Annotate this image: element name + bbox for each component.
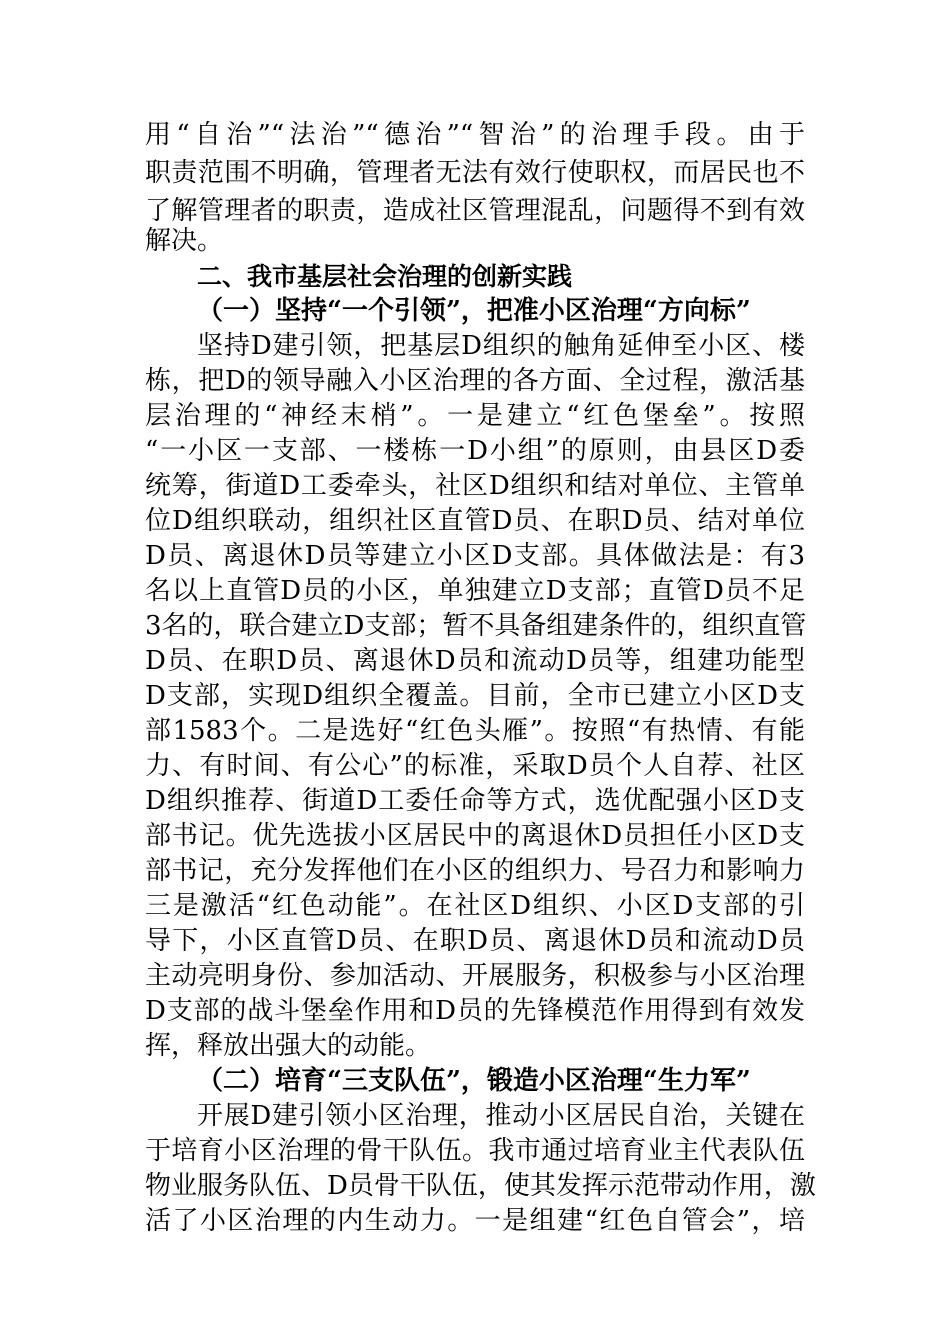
sub1-line-21: 挥，释放出强大的动能。	[145, 1031, 432, 1061]
sub2-line-2: 于培育小区治理的骨干队伍。我市通过培育业主代表队伍	[145, 1136, 805, 1166]
intro-line-4: 解决。	[145, 226, 224, 256]
sub1-line-17: 三是激活“红色动能”。在社区D组织、小区D支部的引	[145, 891, 805, 921]
intro-line-3: 了解管理者的职责，造成社区管理混乱，问题得不到有效	[145, 196, 805, 226]
sub2-line-4: 活了小区治理的内生动力。一是组建“红色自管会”，培	[145, 1206, 805, 1236]
sub1-line-3: 层治理的“神经末梢”。一是建立“红色堡垒”。按照	[145, 401, 805, 431]
section-title: 二、我市基层社会治理的创新实践	[197, 262, 573, 291]
sub1-line-8: 名以上直管D员的小区，单独建立D支部；直管D员不足	[145, 576, 805, 606]
sub1-line-2: 栋，把D的领导融入小区治理的各方面、全过程，激活基	[145, 366, 805, 396]
sub1-line-16: 部书记，充分发挥他们在小区的组织力、号召力和影响力	[145, 856, 805, 886]
intro-line-1: 用“自治”“法治”“德治”“智治”的治理手段。由于	[145, 120, 805, 150]
sub1-line-13: 力、有时间、有公心”的标准，采取D员个人自荐、社区	[145, 751, 805, 781]
sub1-line-20: D支部的战斗堡垒作用和D员的先锋模范作用得到有效发	[145, 996, 805, 1026]
sub1-line-6: 位D组织联动，组织社区直管D员、在职D员、结对单位	[145, 506, 805, 536]
subsection-2-title: （二）培育“三支队伍”，锻造小区治理“生力军”	[197, 1066, 751, 1096]
sub2-line-1: 开展D建引领小区治理，推动小区居民自治，关键在	[197, 1101, 805, 1131]
sub2-line-3: 物业服务队伍、D员骨干队伍，使其发挥示范带动作用，激	[145, 1171, 816, 1201]
sub1-line-18: 导下，小区直管D员、在职D员、离退休D员和流动D员	[145, 926, 805, 956]
sub1-line-15: 部书记。优先选拔小区居民中的离退休D员担任小区D支	[145, 821, 805, 851]
intro-line-2: 职责范围不明确，管理者无法有效行使职权，而居民也不	[145, 158, 805, 188]
sub1-line-7: D员、离退休D员等建立小区D支部。具体做法是：有3	[145, 541, 805, 571]
subsection-1-title: （一）坚持“一个引领”，把准小区治理“方向标”	[197, 296, 751, 326]
sub1-line-1: 坚持D建引领，把基层D组织的触角延伸至小区、楼	[197, 331, 805, 361]
sub1-line-9: 3名的，联合建立D支部；暂不具备组建条件的，组织直管	[145, 611, 807, 641]
sub1-line-11: D支部，实现D组织全覆盖。目前，全市已建立小区D支	[145, 681, 805, 711]
sub1-line-12: 部1583个。二是选好“红色头雁”。按照“有热情、有能	[145, 716, 805, 746]
sub1-line-5: 统筹，街道D工委牵头，社区D组织和结对单位、主管单	[145, 471, 805, 501]
sub1-line-10: D员、在职D员、离退休D员和流动D员等，组建功能型	[145, 646, 805, 676]
sub1-line-14: D组织推荐、街道D工委任命等方式，选优配强小区D支	[145, 786, 805, 816]
sub1-line-19: 主动亮明身份、参加活动、开展服务，积极参与小区治理	[145, 961, 805, 991]
sub1-line-4: “一小区一支部、一楼栋一D小组”的原则，由县区D委	[145, 436, 805, 466]
